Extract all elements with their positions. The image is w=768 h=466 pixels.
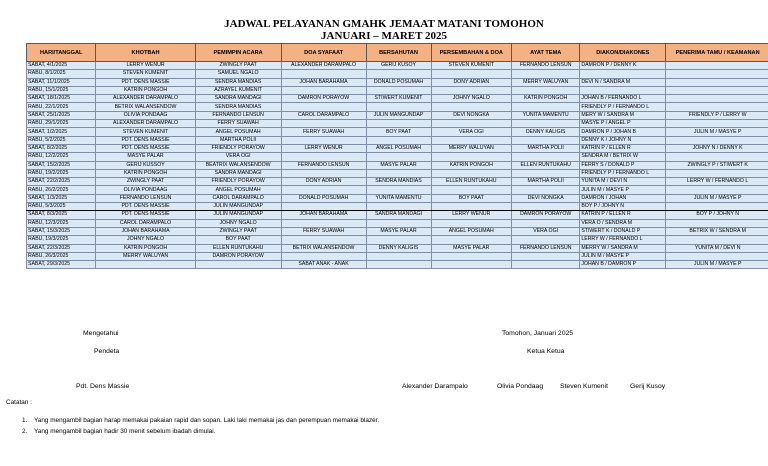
table-cell: MASYE PALAR (366, 227, 431, 235)
table-cell (666, 136, 768, 144)
table-cell: FERRY SUAWAH (281, 128, 366, 136)
column-header: AYAT TEMA (512, 44, 580, 62)
table-cell: JULIN M / MASYE P (666, 194, 768, 202)
table-cell (512, 136, 580, 144)
table-row (27, 136, 768, 144)
table-cell (666, 78, 768, 86)
table-cell (512, 236, 580, 244)
table-cell (281, 153, 366, 161)
table-cell (281, 86, 366, 94)
table-cell (666, 186, 768, 194)
table-cell: KATRIN PONGOH (96, 86, 195, 94)
table-row (27, 194, 768, 202)
table-cell (666, 86, 768, 94)
table-cell: JULIN MANGUNDAP (195, 203, 281, 211)
table-cell (366, 261, 431, 269)
table-cell (666, 219, 768, 227)
table-cell: ANGEL POSUMAH (195, 186, 281, 194)
table-cell: VERA OGI (512, 227, 580, 235)
table-cell: LERRY W / FERNANDO L (580, 236, 666, 244)
table-cell: SENDRA MANDIAS (366, 178, 431, 186)
table-cell: DONALD POSUMAH (366, 78, 431, 86)
table-cell: MASYE PALAR (96, 153, 195, 161)
table-cell (666, 169, 768, 177)
table-cell: BOY P / JOHNY N (580, 203, 666, 211)
table-cell (512, 203, 580, 211)
table-cell: FERNANDO LENSUN (96, 194, 195, 202)
table-cell (281, 203, 366, 211)
table-cell (431, 70, 511, 78)
table-row (27, 261, 768, 269)
table-cell: BETRIX W / SENDRA M (666, 227, 768, 235)
table-row (27, 128, 768, 136)
table-cell: BOY P / JOHNY N (666, 211, 768, 219)
table-cell: CAROL DARAMPALO (281, 111, 366, 119)
table-cell: ALEXANDER DARAMPALO (96, 95, 195, 103)
table-cell (366, 120, 431, 128)
table-cell (666, 103, 768, 111)
table-cell: SENDRA MANDIAS (195, 78, 281, 86)
table-cell: BEATRIX WALANSENDOW (195, 161, 281, 169)
table-cell (366, 86, 431, 94)
table-cell: MASYE PALAR (366, 161, 431, 169)
table-cell: SANDRA MANDAGI (195, 95, 281, 103)
table-cell: SANDRA MANDAGI (366, 211, 431, 219)
table-row (27, 161, 768, 169)
note-item: Yang mengambil bagian harap memakai pakaian rapid dan sopan. Laki laki memakai jas dan perempuan memakai blazer. (34, 417, 380, 424)
table-cell: RABU, 26/3/2025 (27, 252, 96, 260)
table-cell: KATRIN PONGOH (96, 244, 195, 252)
table-cell: JULIN M / MASYE P (666, 261, 768, 269)
table-cell (512, 252, 580, 260)
table-row (27, 203, 768, 211)
table-cell (366, 203, 431, 211)
table-cell: RABU, 5/2/2025 (27, 136, 96, 144)
place-date: Tomohon, Januari 2025 (502, 330, 574, 337)
signer-name: Steven Kumenit (560, 383, 608, 390)
table-cell (96, 261, 195, 269)
table-cell: ALEXANDER DARAMPALO (96, 120, 195, 128)
table-cell (512, 219, 580, 227)
table-cell (195, 261, 281, 269)
table-cell: MASYE PALAR (431, 244, 511, 252)
table-cell (281, 136, 366, 144)
table-cell (281, 236, 366, 244)
table-cell (431, 203, 511, 211)
table-cell (512, 103, 580, 111)
table-cell: LERRY WENUR (96, 62, 195, 70)
page-subtitle: JANUARI – MARET 2025 (321, 30, 447, 42)
table-body (27, 62, 768, 269)
table-cell: RABU, 29/1/2025 (27, 120, 96, 128)
table-cell: SAMUEL NGALO (195, 70, 281, 78)
table-cell: FRIENDLY P / LERRY W (666, 111, 768, 119)
mengetahui-label: Mengetahui (83, 330, 119, 337)
table-cell (431, 136, 511, 144)
table-cell: SABAT, 18/1/2025 (27, 95, 96, 103)
table-cell: STEVEN KUMENIT (96, 128, 195, 136)
table-cell: SABAT, 11/1/2025 (27, 78, 96, 86)
table-cell: BETRIX WALANSENDOW (281, 244, 366, 252)
table-cell: FRIENDLY P / FERNANDO L (580, 169, 666, 177)
table-cell (431, 103, 511, 111)
table-cell: PDT. DENS MASSIE (96, 78, 195, 86)
table-cell (666, 95, 768, 103)
table-cell (512, 153, 580, 161)
table-cell: PDT. DENS MASSIE (96, 144, 195, 152)
table-cell (366, 252, 431, 260)
table-header-row (27, 44, 768, 62)
table-cell: JOHNY NGALO (195, 219, 281, 227)
table-cell: MERRY W / SANDRA M (580, 244, 666, 252)
table-cell: MARTHA POLII (512, 178, 580, 186)
table-row (27, 78, 768, 86)
signer-name: Gerij Kusoy (630, 383, 666, 390)
table-cell: FERRY SUAWAH (195, 120, 281, 128)
table-cell: DAMRON PORAYOW (512, 211, 580, 219)
table-cell: FERNANDO LENSUN (512, 244, 580, 252)
table-cell: DENNY KALIGIS (512, 128, 580, 136)
table-cell: JOHNY N / DENNY K (666, 144, 768, 152)
table-cell: OLIVIA PONDAAG (96, 111, 195, 119)
table-cell: RABU, 12/2/2025 (27, 153, 96, 161)
table-row (27, 70, 768, 78)
table-cell (512, 186, 580, 194)
table-cell: JOHNY NGALO (96, 236, 195, 244)
column-header: DIAKON/DIAKONES (580, 44, 666, 62)
table-row (27, 153, 768, 161)
table-cell: ZWINGLY P / STIWERT K (666, 161, 768, 169)
table-cell: FERNANDO LENSUN (281, 161, 366, 169)
table-cell: DEVI N / SANDRA M (580, 78, 666, 86)
table-row (27, 111, 768, 119)
table-cell: RABU, 15/1/2025 (27, 86, 96, 94)
table-cell: RABU, 19/2/2025 (27, 169, 96, 177)
table-cell (666, 62, 768, 70)
table-cell: YUNITA MAMENTU (512, 111, 580, 119)
table-cell: STIWERT K / DONALD P (580, 227, 666, 235)
table-cell: RABU, 19/3/2025 (27, 236, 96, 244)
table-cell: KATRIN P / ELLEN R (580, 211, 666, 219)
ketua-label: Ketua Ketua (527, 348, 565, 355)
table-cell: DAMRON P / JOHAN B (580, 128, 666, 136)
table-cell: JULIN M / MASYE P (580, 186, 666, 194)
table-cell: GERIJ KUSOY (366, 62, 431, 70)
table-cell: SABAT, 4/1/2025 (27, 62, 96, 70)
table-cell: SENDRA MANDIAS (195, 103, 281, 111)
table-cell (431, 219, 511, 227)
table-cell: MERRY WALUYAN (431, 144, 511, 152)
column-header: BERSAHUTAN (366, 44, 431, 62)
table-cell: SABAT, 8/3/2025 (27, 211, 96, 219)
table-cell: SABAT, 25/1/2025 (27, 111, 96, 119)
table-cell: ELLEN RUNTUKAHU (195, 244, 281, 252)
table-cell: DAMRON PORAYOW (281, 95, 366, 103)
table-cell (580, 86, 666, 94)
table-cell: SENDRA M / BETRIX W (580, 153, 666, 161)
table-cell: FRIENDLY P / FERNANDO L (580, 103, 666, 111)
table-cell (281, 103, 366, 111)
table-cell (431, 252, 511, 260)
table-cell: SANDRA MANDAGI (195, 169, 281, 177)
table-cell: FRIENDLY PORAYOW (195, 144, 281, 152)
table-cell: STEVEN KUMENIT (431, 62, 511, 70)
table-cell: SABAT, 29/3/2025 (27, 261, 96, 269)
table-cell: STEVEN KUMENIT (96, 70, 195, 78)
table-row (27, 120, 768, 128)
table-cell: DENNY K / JOHNY N (580, 136, 666, 144)
table-cell (281, 252, 366, 260)
table-cell: SABAT, 22/3/2025 (27, 244, 96, 252)
table-cell (281, 120, 366, 128)
table-cell (431, 186, 511, 194)
table-cell: DAMRON P / DENNY K (580, 62, 666, 70)
table-cell: FERRY SUAWAH (281, 227, 366, 235)
table-row (27, 95, 768, 103)
table-cell: DONY ADRIAN (431, 78, 511, 86)
table-cell: CAROL DARAMPALO (96, 219, 195, 227)
table-row (27, 227, 768, 235)
table-cell: FERNANDO LENSUN (512, 62, 580, 70)
table-cell (580, 70, 666, 78)
table-cell (666, 70, 768, 78)
table-cell (431, 236, 511, 244)
schedule-table (26, 43, 768, 269)
table-cell: DAMRON / JOHAN (580, 194, 666, 202)
table-cell: DEVI NONGKA (431, 111, 511, 119)
table-row (27, 178, 768, 186)
table-cell: LERRY WENUR (281, 144, 366, 152)
page-title: JADWAL PELAYANAN GMAHK JEMAAT MATANI TOMOHON (224, 18, 544, 30)
table-cell: VERA O / SENDRA M (580, 219, 666, 227)
table-row (27, 244, 768, 252)
table-cell: GERIJ KUSSOY (96, 161, 195, 169)
table-cell: DENNY KALIGIS (366, 244, 431, 252)
table-cell: SABAT, 8/2/2025 (27, 144, 96, 152)
table-cell: JOHAN BARAHAMA (281, 211, 366, 219)
table-cell (512, 261, 580, 269)
table-cell: MERRY WALUYAN (96, 252, 195, 260)
table-cell (666, 252, 768, 260)
table-cell: JOHAN BARAHAMA (96, 227, 195, 235)
table-cell (512, 169, 580, 177)
table-cell: BETRIX WALANSENDOW (96, 103, 195, 111)
table-cell (431, 86, 511, 94)
table-cell: ELLEN RUNTUKAHU (512, 161, 580, 169)
table-cell: OLIVIA PONDAAG (96, 186, 195, 194)
table-cell: ANGEL POSUMAH (366, 144, 431, 152)
table-cell: SABAT ANAK - ANAK (281, 261, 366, 269)
table-cell: KATRIN PONGOH (96, 169, 195, 177)
table-cell: RABU, 26/2/2025 (27, 186, 96, 194)
table-cell: MERY W / SANDRA M (580, 111, 666, 119)
table-cell: RABU, 22/1/2025 (27, 103, 96, 111)
table-row (27, 236, 768, 244)
table-cell: ZWINGLY PAAT (96, 178, 195, 186)
table-cell: YUNITA M / DEVI N (666, 244, 768, 252)
table-cell: JOHAN B / FERNANDO L (580, 95, 666, 103)
table-cell (666, 120, 768, 128)
table-cell: RABU, 5/3/2025 (27, 203, 96, 211)
table-cell: YUNITA MAMENTU (366, 194, 431, 202)
table-cell: MASYE P / ANGEL P (580, 120, 666, 128)
table-cell (366, 153, 431, 161)
table-cell (366, 236, 431, 244)
table-cell (366, 219, 431, 227)
table-cell: SABAT, 1/3/2025 (27, 194, 96, 202)
table-cell (281, 186, 366, 194)
table-cell: VERA OGI (195, 153, 281, 161)
table-cell (366, 169, 431, 177)
table-cell (666, 236, 768, 244)
table-cell (431, 153, 511, 161)
signer-name: Alexander Darampalo (402, 383, 468, 390)
table-cell: SABAT, 22/2/2025 (27, 178, 96, 186)
table-cell: RABU, 12/3/2025 (27, 219, 96, 227)
note-number: 1. (22, 417, 28, 424)
table-cell: BOY PAAT (195, 236, 281, 244)
table-cell: JOHAN BARAHAMA (281, 78, 366, 86)
table-cell: LERRY WENUR (431, 211, 511, 219)
table-cell: PDT. DENS MASSIE (96, 136, 195, 144)
column-header: PENERIMA TAMU / KEAMANAN (666, 44, 768, 62)
table-cell (281, 219, 366, 227)
table-row (27, 169, 768, 177)
table-cell: KATRIN P / ELLEN R (580, 144, 666, 152)
table-cell: MERRY WALUYAN (512, 78, 580, 86)
note-number: 2. (22, 428, 28, 435)
table-cell: DAMRON PORAYOW (195, 252, 281, 260)
table-cell: ALEXANDER DARAMPALO (281, 62, 366, 70)
table-cell (281, 169, 366, 177)
table-cell: LERRY W / FERNANDO L (666, 178, 768, 186)
pendeta-signature-name: Pdt. Dens Massie (76, 383, 130, 390)
table-cell: STIWERT KUMENIT (366, 95, 431, 103)
table-cell: RABU, 8/1/2025 (27, 70, 96, 78)
column-header: HARI/TANGGAL (27, 44, 96, 62)
table-cell: PDT. DENS MASSIE (96, 211, 195, 219)
table-cell (281, 70, 366, 78)
table-row (27, 62, 768, 70)
table-cell: JOHAN B / DAMRON P (580, 261, 666, 269)
table-cell: VERA OGI (431, 128, 511, 136)
table-cell: JOHNY NGALO (431, 95, 511, 103)
table-row (27, 144, 768, 152)
table-cell: SABAT, 15/2/2025 (27, 161, 96, 169)
table-cell (512, 70, 580, 78)
table-cell: AZRAYEL KUMENIT (195, 86, 281, 94)
table-cell: ELLEN RUNTUKAHU (431, 178, 511, 186)
table-cell: ZWINGLY PAAT (195, 62, 281, 70)
column-header: KHOTBAH (96, 44, 195, 62)
table-cell (512, 86, 580, 94)
column-header: DOA SYAFAAT (281, 44, 366, 62)
signer-name: Olivia Pondaag (497, 383, 544, 390)
table-row (27, 186, 768, 194)
table-cell: BOY PAAT (431, 194, 511, 202)
table-cell (431, 120, 511, 128)
table-cell (366, 103, 431, 111)
table-cell: FRIENDLY PORAYOW (195, 178, 281, 186)
table-cell: KATRIN PONGOH (431, 161, 511, 169)
table-cell: ANGEL POSUMAH (195, 128, 281, 136)
note-item: Yang mengambil bagian hadir 30 menit sebelum ibadah dimulai. (34, 428, 216, 435)
table-cell: ZWINGLY PAAT (195, 227, 281, 235)
table-cell (366, 186, 431, 194)
table-cell (366, 136, 431, 144)
table-cell: FERNANDO LENSUN (195, 111, 281, 119)
table-cell: MARTHA POLII (195, 136, 281, 144)
table-row (27, 103, 768, 111)
table-row (27, 86, 768, 94)
pendeta-label: Pendeta (94, 348, 120, 355)
table-cell: CAROL DARAMPALO (195, 194, 281, 202)
table-cell (431, 169, 511, 177)
table-cell: MARTHA POLII (512, 144, 580, 152)
table-cell: JULIN M / MASYE P (666, 128, 768, 136)
table-cell: YUNITA M / DEVI N (580, 178, 666, 186)
table-cell: JULIN MANGUNDAP (195, 211, 281, 219)
table-cell: KATRIN PONGOH (512, 95, 580, 103)
table-cell (666, 153, 768, 161)
table-cell: JULIN MANGUNDAP (366, 111, 431, 119)
table-cell: SABAT, 15/3/2025 (27, 227, 96, 235)
table-cell: ANGEL POSUMAH (431, 227, 511, 235)
table-cell: SABAT, 1/2/2025 (27, 128, 96, 136)
table-cell (366, 70, 431, 78)
table-cell (666, 203, 768, 211)
table-row (27, 252, 768, 260)
table-cell: FERRY S / DONALD P (580, 161, 666, 169)
column-header: PERSEMBAHAN & DOA (431, 44, 511, 62)
table-row (27, 219, 768, 227)
notes-label: Catatan : (6, 399, 32, 406)
table-cell (431, 261, 511, 269)
table-row (27, 211, 768, 219)
table-cell: DONALD POSUMAH (281, 194, 366, 202)
table-cell: PDT. DENS MASSIE (96, 203, 195, 211)
table-cell: JULIN M / MASYE P (580, 252, 666, 260)
table-cell: BOY PAAT (366, 128, 431, 136)
table-cell: DONY ADRIAN (281, 178, 366, 186)
table-cell (512, 120, 580, 128)
column-header: PEMIMPIN ACARA (195, 44, 281, 62)
table-cell: DEVI NONGKA (512, 194, 580, 202)
